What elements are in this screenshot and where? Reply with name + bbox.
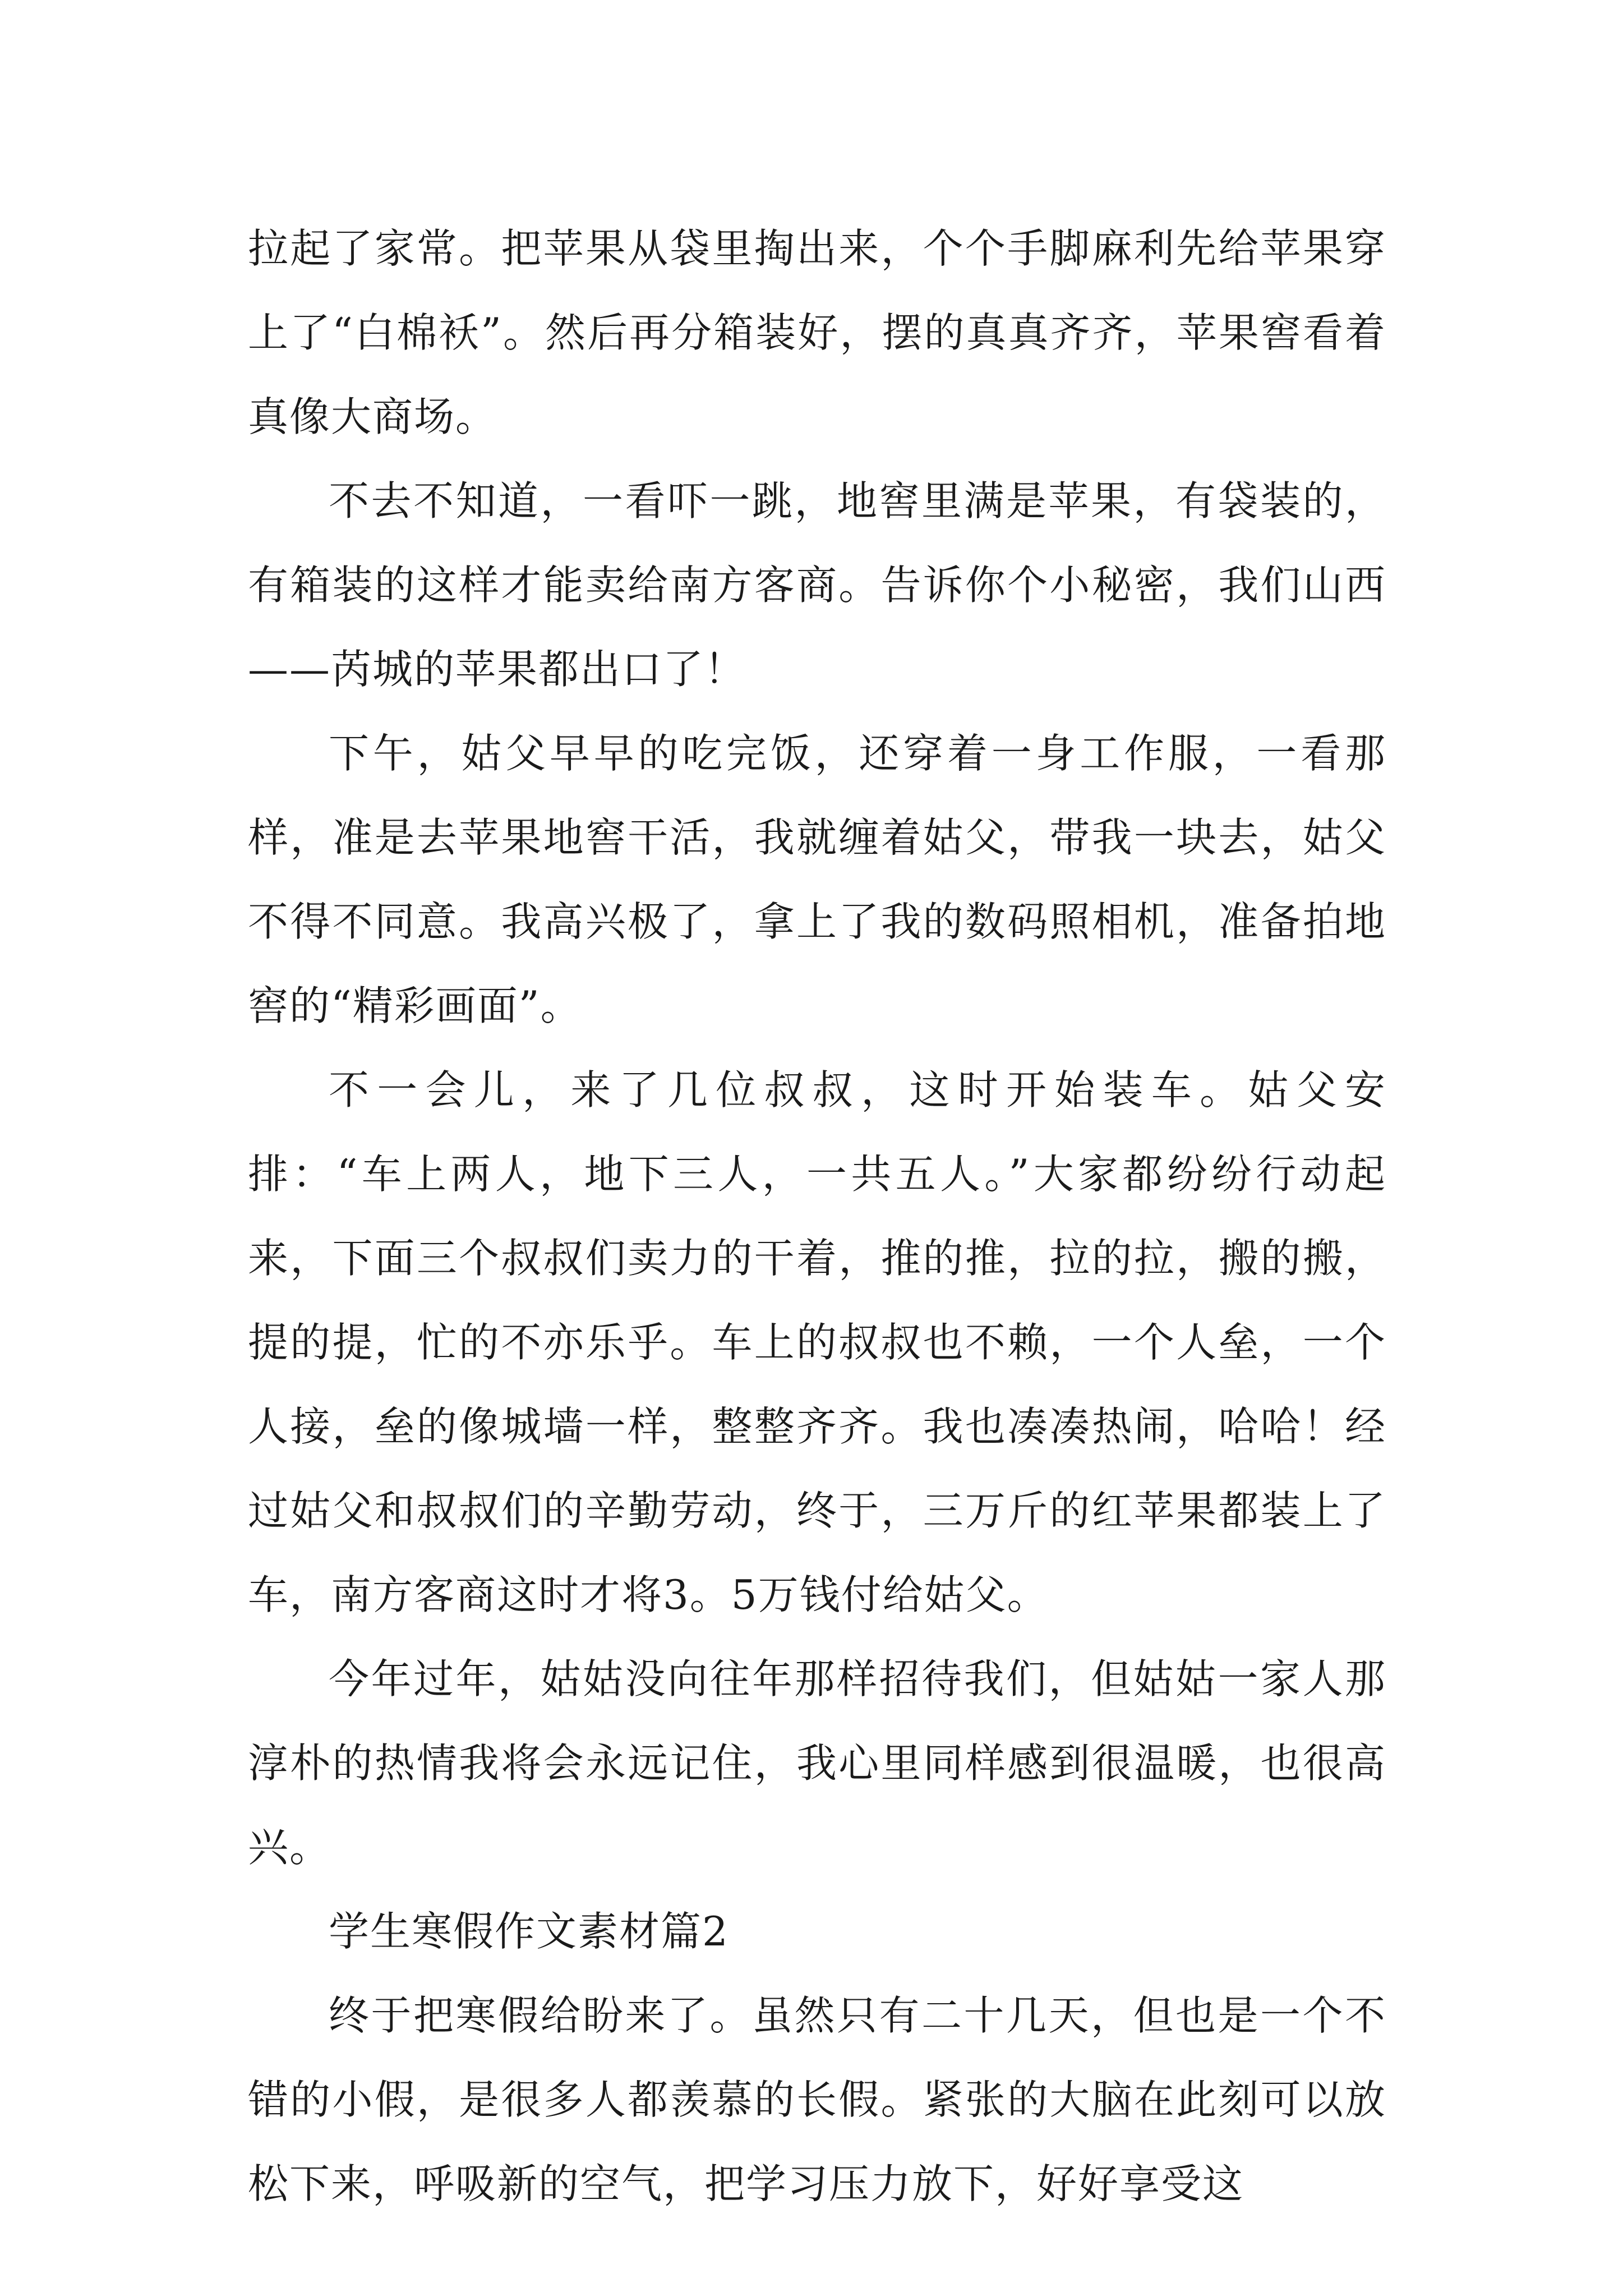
paragraph-continued: 拉起了家常。把苹果从袋里掏出来，个个手脚麻利先给苹果穿上了“白棉袄”。然后再分箱装好，摆的真真齐齐，苹果窖看着真像大商场。	[248, 225, 1386, 440]
section-heading: 学生寒假作文素材篇2	[329, 1908, 729, 1955]
paragraph-cellar: 不去不知道，一看吓一跳，地窖里满是苹果，有袋装的，有箱装的这样才能卖给南方客商。告诉你个小秘密，我们山西——芮城的苹果都出口了！	[248, 477, 1386, 693]
paragraph-new-year: 今年过年，姑姑没向往年那样招待我们，但姑姑一家人那淳朴的热情我将会永远记住，我心里同样感到很温暖，也很高兴。	[248, 1655, 1386, 1871]
paragraph-loading: 不一会儿，来了几位叔叔，这时开始装车。姑父安排：“车上两人，地下三人，一共五人。”大家都纷纷行动起来，下面三个叔叔们卖力的干着，推的推，拉的拉，搬的搬，提的提，忙的不亦乐乎。车上的叔叔也不赖，一个人垒，一个人接，垒的像城墙一样，整整齐齐。我也凑凑热闹，哈哈！经过姑父和叔叔们的辛勤劳动，终于，三万斤的红苹果都装上了车，南方客商这时才将3。5万钱付给姑父。	[248, 1066, 1386, 1618]
paragraph-winter-break: 终于把寒假给盼来了。虽然只有二十几天，但也是一个不错的小假，是很多人都羡慕的长假。紧张的大脑在此刻可以放松下来，呼吸新的空气，把学习压力放下，好好享受这	[248, 1992, 1386, 2207]
document-body	[248, 206, 1386, 2226]
paragraph-afternoon: 下午，姑父早早的吃完饭，还穿着一身工作服，一看那样，准是去苹果地窖干活，我就缠着姑父，带我一块去，姑父不得不同意。我高兴极了，拿上了我的数码照相机，准备拍地窖的“精彩画面”。	[248, 730, 1386, 1029]
